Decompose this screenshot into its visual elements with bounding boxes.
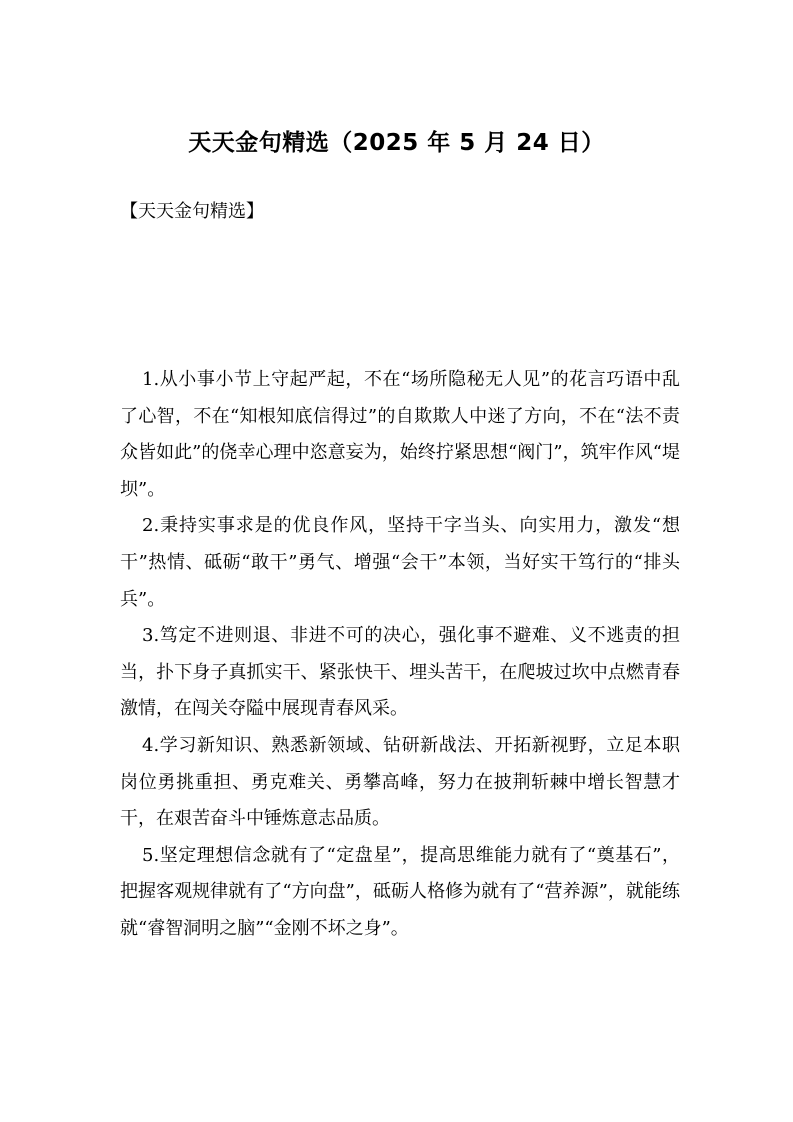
paragraph-3: 3.笃定不进则退、非进不可的决心，强化事不避难、义不逃责的担当，扑下身子真抓实干、紧张快干、埋头苦干，在爬坡过坎中点燃青春激情，在闯关夺隘中展现青春风采。 (120, 625, 680, 720)
paragraph-4: 4.学习新知识、熟悉新领域、钻研新战法、开拓新视野，立足本职岗位勇挑重担、勇克难关、勇攀高峰，努力在披荆斩棘中增长智慧才干，在艰苦奋斗中锤炼意志品质。 (120, 734, 680, 830)
document-title: 天天金句精选（2025 年 5 月 24 日） (188, 130, 605, 156)
section-label: 【天天金句精选】 (120, 201, 264, 222)
paragraph-5: 5.坚定理想信念就有了“定盘星”，提高思维能力就有了“奠基石”，把握客观规律就有了“方向盘”，砥砺人格修为就有了“营养源”，就能练就“睿智洞明之脑”“金刚不坏之身”。 (120, 844, 680, 939)
paragraph-2: 2.秉持实事求是的优良作风，坚持干字当头、向实用力，激发“想干”热情、砥砺“敢干”勇气、增强“会干”本领，当好实干笃行的“排头兵”。 (120, 515, 680, 610)
document-body (120, 362, 680, 948)
paragraph-1: 1.从小事小节上守起严起，不在“场所隐秘无人见”的花言巧语中乱了心智，不在“知根知底信得过”的自欺欺人中迷了方向，不在“法不责众皆如此”的侥幸心理中恣意妄为，始终拧紧思想“阀门”，筑牢作风“堤坝”。 (120, 369, 680, 500)
